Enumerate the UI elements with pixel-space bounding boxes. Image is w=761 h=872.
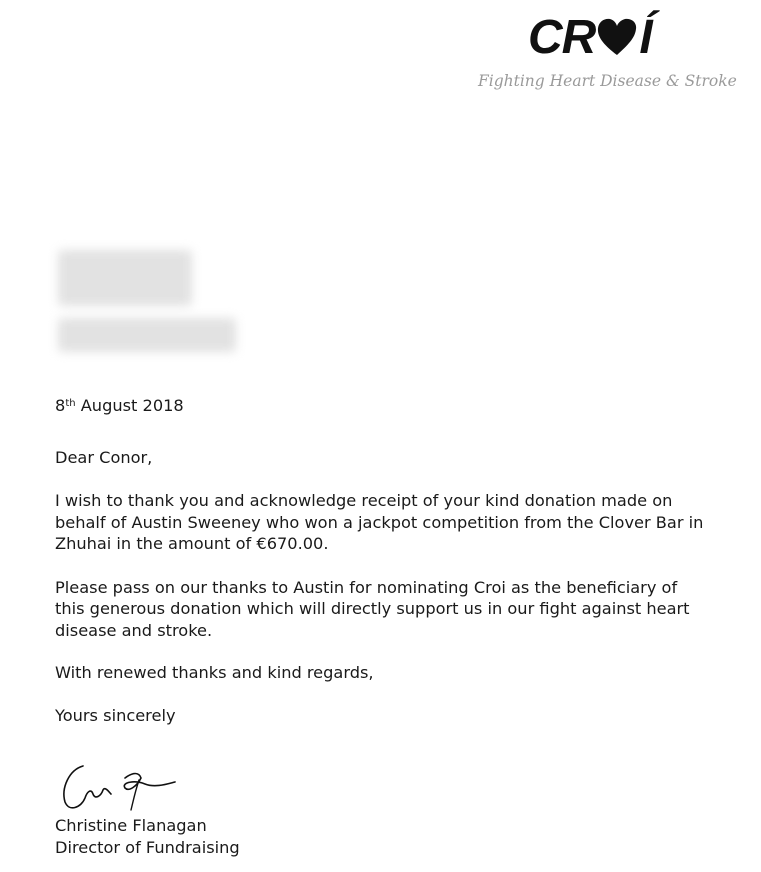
redacted-address-line [58,318,236,352]
letter-date: 8th August 2018 [55,396,184,415]
logo-tagline: Fighting Heart Disease & Stroke [478,72,737,90]
signatory-title: Director of Fundraising [55,838,240,857]
signatory-name: Christine Flanagan [55,816,207,835]
letter-closing: With renewed thanks and kind regards, [55,663,374,682]
letter-paragraph: I wish to thank you and acknowledge receipt of your kind donation made on behalf of Austin Sweeney who won a jackpot competition from the Clover Bar in Zhuhai in the amount of €670.00. [55,491,704,553]
letter-greeting: Dear Conor, [55,447,153,467]
logo-text-right: Í [639,11,652,64]
logo-text-left: CR [528,11,596,64]
redacted-address-line [58,250,192,306]
handwritten-signature [55,758,195,818]
heart-icon [596,17,638,57]
croi-logo [528,12,693,64]
letter-paragraph: Please pass on our thanks to Austin for nominating Croi as the beneficiary of this generous donation which will directly support us in our fight against heart disease and stroke. [55,577,690,640]
letter-body [55,393,705,726]
letter-sign-off: Yours sincerely [55,705,176,725]
